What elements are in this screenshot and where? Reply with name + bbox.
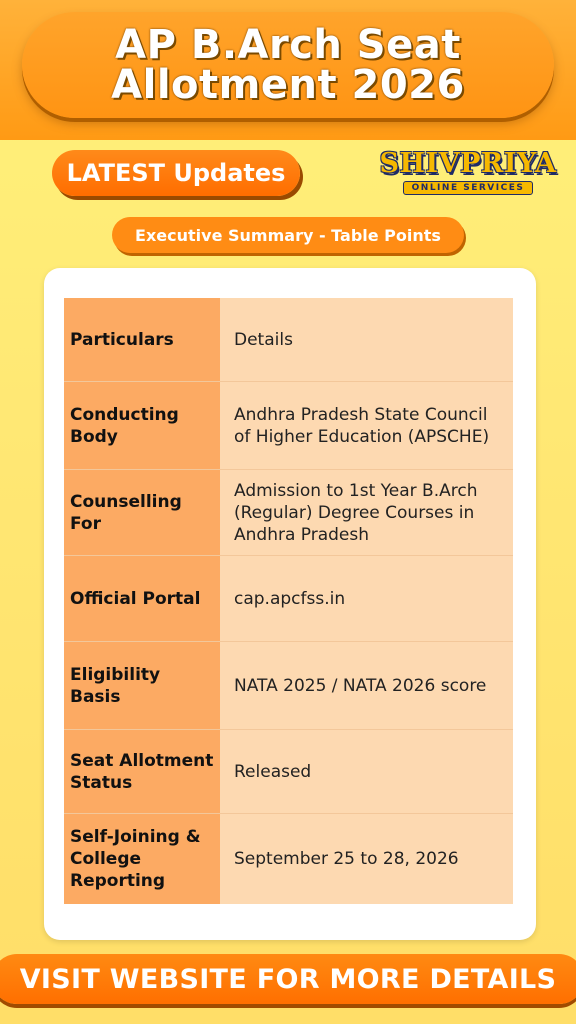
table-key-cell: Counselling For <box>64 470 220 555</box>
section-heading-badge: Executive Summary - Table Points <box>112 217 464 253</box>
table-value-cell: Andhra Pradesh State Council of Higher Education (APSCHE) <box>220 382 513 469</box>
table-key-cell: Particulars <box>64 298 220 381</box>
latest-updates-badge[interactable]: LATEST Updates <box>52 150 300 196</box>
table-row <box>64 642 513 730</box>
brand-logo-wordmark: SHIVPRIYA <box>379 148 557 179</box>
table-value-cell: NATA 2025 / NATA 2026 score <box>220 642 513 729</box>
table-value-cell: Admission to 1st Year B.Arch (Regular) Degree Courses in Andhra Pradesh <box>220 470 513 555</box>
table-row <box>64 382 513 470</box>
table-row <box>64 814 513 904</box>
table-row <box>64 730 513 814</box>
page-title-line-1: AP B.Arch Seat <box>115 22 461 68</box>
brand-logo-tagline: ONLINE SERVICES <box>403 181 534 195</box>
page-title-banner <box>22 12 554 118</box>
table-row <box>64 556 513 642</box>
page-title-line-2: Allotment 2026 <box>111 62 465 108</box>
visit-website-button[interactable]: VISIT WEBSITE FOR MORE DETAILS <box>0 954 576 1004</box>
table-row <box>64 298 513 382</box>
table-key-cell: Conducting Body <box>64 382 220 469</box>
summary-table <box>64 298 513 904</box>
official-portal-link[interactable]: cap.apcfss.in <box>220 556 513 641</box>
table-value-cell: Released <box>220 730 513 813</box>
table-key-cell: Eligibility Basis <box>64 642 220 729</box>
table-value-cell: Details <box>220 298 513 381</box>
table-key-cell: Official Portal <box>64 556 220 641</box>
table-row <box>64 470 513 556</box>
table-value-cell: September 25 to 28, 2026 <box>220 814 513 904</box>
table-key-cell: Seat Allotment Status <box>64 730 220 813</box>
brand-logo[interactable] <box>379 148 557 198</box>
table-key-cell: Self-Joining & College Reporting <box>64 814 220 904</box>
